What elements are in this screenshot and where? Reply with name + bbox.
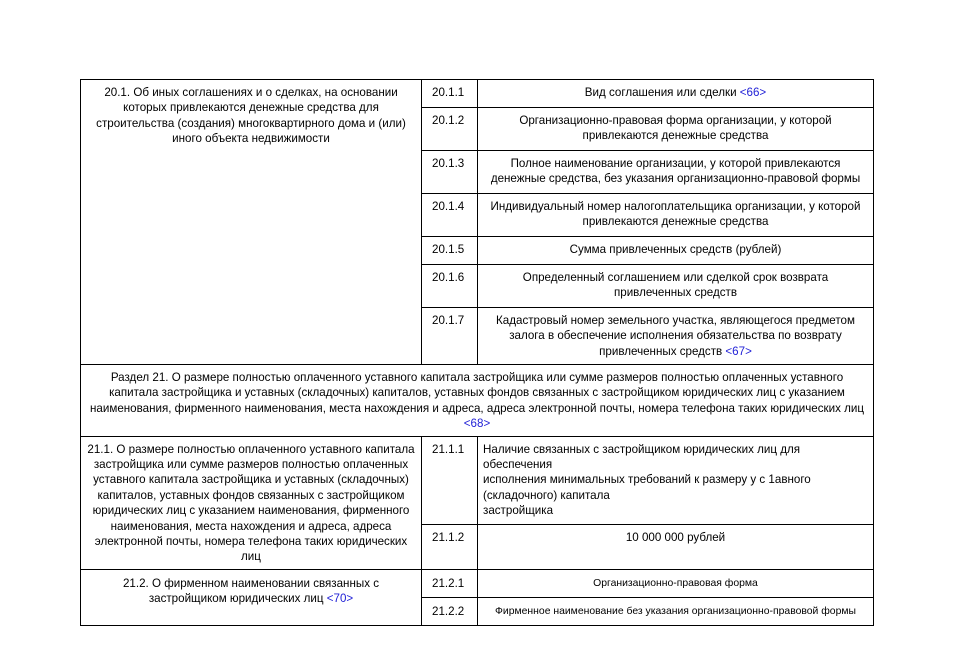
item-description: Полное наименование организации, у которой привлекаются денежные средства, без указания организационно-правовой формы [478,151,874,194]
item-number: 20.1.2 [422,108,478,151]
section-21-title: Раздел 21. О размере полностью оплаченного уставного капитала застройщика или сумме размеров полностью оплаченных уставного капитала застройщика и уставных (складочных) капиталов, уставных фондов связанных с застройщиком юридических лиц с указанием наименования, фирменного наименования, места нахождения и адреса, адреса электронной почты, номера телефона таких юридических лиц <68> [81,365,874,437]
item-description [478,436,874,525]
item-description: Кадастровый номер земельного участка, являющегося предметом залога в обеспечение исполнения обязательства по возврату привлеченных средств <67> [478,308,874,365]
item-description: Определенный соглашением или сделкой срок возврата привлеченных средств [478,265,874,308]
item-number: 21.1.1 [422,436,478,525]
item-description: Организационно-правовая форма организации, у которой привлекаются денежные средства [478,108,874,151]
item-value: 10 000 000 рублей [478,525,874,570]
table-row [81,80,874,108]
item-number: 20.1.7 [422,308,478,365]
footnote-link[interactable]: <66> [739,86,767,99]
item-description: Фирменное наименование без указания организационно-правовой формы [478,597,874,625]
section-21-2-title: 21.2. О фирменном наименовании связанных с застройщиком юридических лиц <70> [81,569,422,625]
item-number: 20.1.6 [422,265,478,308]
item-description: Индивидуальный номер налогоплательщика организации, у которой привлекаются денежные средства [478,194,874,237]
desc-line: исполнения минимальных требований к размеру у с 1авного [483,473,811,487]
footnote-link[interactable]: <70> [326,592,354,606]
item-number: 20.1.5 [422,237,478,265]
item-description: Сумма привлеченных средств (рублей) [478,237,874,265]
footnote-link[interactable]: <67> [725,344,752,358]
section-20-1-title: 20.1. Об иных соглашениях и о сделках, на основании которых привлекаются денежные средства для строительства (создания) многоквартирного дома и (или) иного объекта недвижимости [81,80,422,365]
item-number: 21.1.2 [422,525,478,570]
table-row [81,436,874,525]
section-21-1-title: 21.1. О размере полностью оплаченного уставного капитала застройщика или сумме размеров полностью оплаченных уставного капитала застройщика и уставных (складочных) капиталов, уставных фондов связанных с застройщиком юридических лиц с указанием наименования, фирменного наименования, места нахождения и адреса, адреса электронной почты, номера телефона таких юридических лиц [81,436,422,569]
item-description: Вид соглашения или сделки <66> [478,80,874,108]
item-number: 20.1.4 [422,194,478,237]
item-number: 21.2.1 [422,569,478,597]
section-header-row [81,365,874,437]
desc-line: застройщика [483,504,554,518]
item-number: 21.2.2 [422,597,478,625]
disclosure-table [80,79,874,626]
table-row [81,569,874,597]
desc-line: (складочного) капитала [483,488,610,502]
footnote-link[interactable]: <68> [463,417,491,431]
item-description: Организационно-правовая форма [478,569,874,597]
item-number: 20.1.3 [422,151,478,194]
desc-line: Наличие связанных с застройщиком юридических лиц для обеспечения [483,442,801,472]
item-number: 20.1.1 [422,80,478,108]
